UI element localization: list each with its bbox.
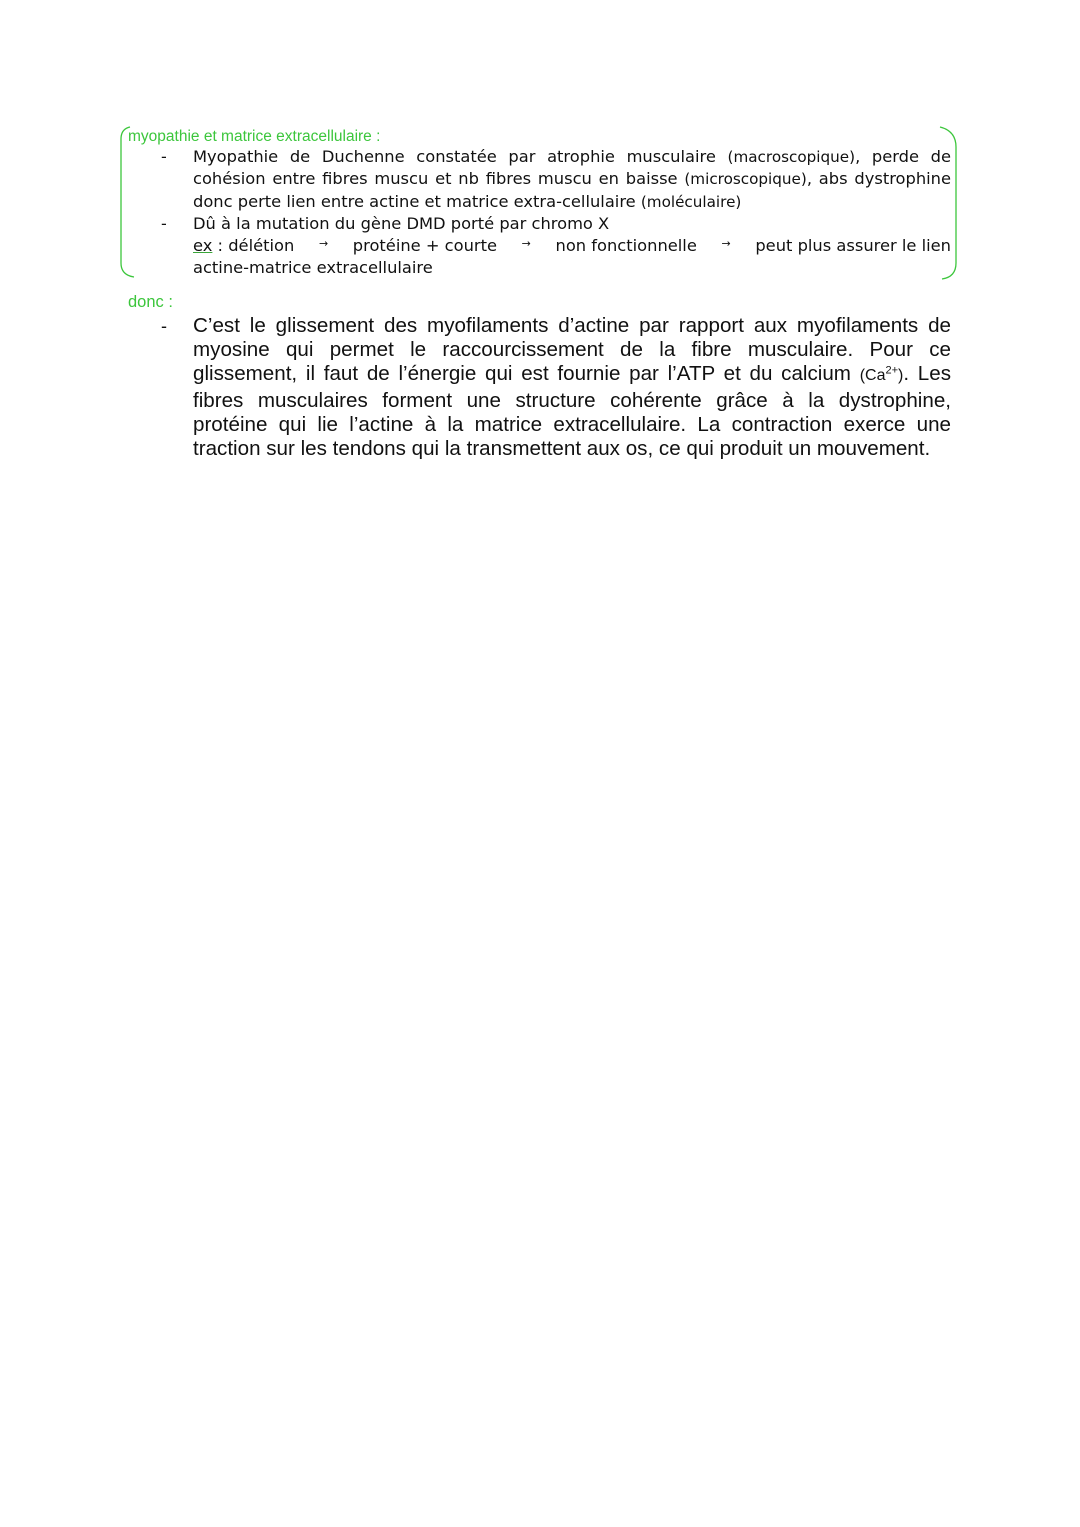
section-title-myopathie: myopathie et matrice extracellulaire :: [128, 128, 381, 145]
text: , perde de cohésion entre fibres muscu et nb fibres muscu en baisse: [193, 147, 951, 189]
ex-step-shorter: protéine + courte: [352, 236, 498, 256]
arrow-right-icon: →: [521, 237, 531, 251]
list-item-duchenne: [161, 146, 952, 213]
example-start: [193, 235, 294, 257]
conclusion-text-a: C’est le glissement des myofilaments d’actine par rapport aux myofilaments de myosine qui permet le raccourcissement de la fibre musculaire. Pour ce glissement, il faut de l’énergie qui est fournie par l’ATP et du calcium: [193, 314, 951, 386]
calcium-open: (Ca: [859, 367, 886, 385]
note-macroscopique: (macroscopique): [727, 148, 856, 166]
ex-step-link: peut plus assurer le lien: [755, 236, 951, 256]
conclusion-list: [161, 314, 951, 461]
mutation-line: Dû à la mutation du gène DMD porté par chromo X: [193, 213, 610, 233]
text: , abs dystrophine donc perte lien entre actine et matrice extra-cellulaire: [193, 169, 952, 211]
arrow-right-icon: →: [318, 237, 329, 251]
bullet-dash: -: [161, 316, 167, 336]
list-item-mutation: [161, 213, 951, 280]
example-line-end: actine-matrice extracellulaire: [193, 258, 433, 278]
list-item-conclusion: [161, 314, 951, 461]
ex-step-nonfunctional: non fonctionnelle: [555, 236, 697, 256]
bullet-dash: -: [161, 147, 167, 166]
note-moleculaire: (moléculaire): [640, 192, 742, 211]
text: Myopathie de Duchenne constatée par atrophie musculaire: [193, 147, 728, 166]
calcium-charge: 2+: [885, 365, 899, 378]
example-line: [193, 235, 951, 257]
arrow-right-icon: →: [721, 237, 731, 251]
calcium-formula: [860, 367, 904, 384]
myopathie-list: [161, 146, 952, 280]
conclusion-text-b: . Les fibres musculaires forment une structure cohérente grâce à la dystrophine, protéine qui lie l’actine à la matrice extracellulaire. La contraction exerce une traction sur les tendons qui la transmettent aux os, ce qui produit un mouvement.: [193, 362, 951, 461]
left-bracket: [121, 127, 134, 277]
calcium-close: ): [898, 367, 904, 385]
bullet-dash: -: [161, 213, 167, 233]
section-title-donc: donc :: [128, 293, 173, 311]
ex-deletion: : délétion: [212, 236, 295, 256]
ex-label: ex: [193, 236, 213, 256]
note-microscopique: (microscopique): [684, 170, 807, 189]
